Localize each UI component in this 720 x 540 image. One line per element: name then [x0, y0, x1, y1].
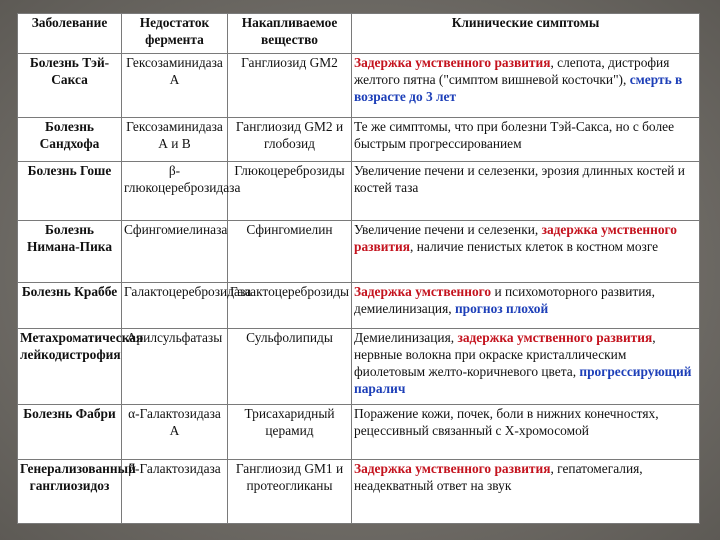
highlight-red: Задержка умственного — [354, 283, 492, 299]
table-row — [18, 282, 700, 328]
disease-cell: Болезнь Краббе — [18, 282, 122, 328]
symptom-text: Увеличение печени и селезенки, эрозия длинных костей и костей таза — [354, 162, 685, 195]
header-enzyme: Недостаток фермента — [122, 14, 228, 54]
highlight-blue: смерть в возрасте до 3 лет — [354, 72, 683, 104]
substance-cell: Галактоцереброзиды — [228, 282, 352, 328]
symptoms-cell — [352, 117, 700, 161]
highlight-red: задержка умственного развития — [457, 330, 653, 346]
substance-cell: Сфингомиелин — [228, 221, 352, 283]
enzyme-cell: Сфингомиелиназа — [122, 221, 228, 283]
symptom-text: , слепота, дистрофия желтого пятна ("симптом вишневой косточки"), — [354, 55, 670, 87]
header-symptoms: Клинические симптомы — [352, 14, 700, 54]
enzyme-cell: β-Галактозидаза — [122, 460, 228, 524]
enzyme-cell: Арилсульфатазы — [122, 329, 228, 405]
symptom-text: , нервные волокна при окраске кристаллическим фиолетовым желто-коричневого цвета, — [354, 330, 656, 380]
symptoms-cell — [352, 460, 700, 524]
table-row — [18, 405, 700, 460]
disease-cell: Болезнь Нимана-Пика — [18, 221, 122, 283]
disease-cell: Метахроматическая лейкодистрофия — [18, 329, 122, 405]
symptoms-cell — [352, 329, 700, 405]
table-row — [18, 54, 700, 118]
symptoms-cell — [352, 54, 700, 118]
disease-cell: Болезнь Сандхофа — [18, 117, 122, 161]
highlight-red: Задержка умственного развития — [354, 55, 551, 70]
symptom-text: и психомоторного развития, демиелинизация, — [354, 283, 655, 316]
disease-cell: Болезнь Тэй-Сакса — [18, 54, 122, 118]
table-row — [18, 460, 700, 524]
enzyme-cell: Гексозаминидаза А — [122, 54, 228, 118]
highlight-red: задержка умственного развития — [354, 222, 677, 255]
table-header-row — [18, 14, 700, 54]
substance-cell: Ганглиозид GM2 — [228, 54, 352, 118]
lysosomal-diseases-table — [17, 13, 700, 524]
substance-cell: Ганглиозид GM1 и протеогликаны — [228, 460, 352, 524]
enzyme-cell: Галактоцереброзидаза — [122, 282, 228, 328]
substance-cell: Ганглиозид GM2 и глобозид — [228, 117, 352, 161]
symptom-text: , наличие пенистых клеток в костном мозге — [410, 239, 659, 255]
enzyme-cell: Гексозаминидаза А и В — [122, 117, 228, 161]
disease-cell: Генерализованный ганглиозидоз — [18, 460, 122, 524]
substance-cell: Сульфолипиды — [228, 329, 352, 405]
header-disease: Заболевание — [18, 14, 122, 54]
substance-cell: Трисахаридный церамид — [228, 405, 352, 460]
table-row — [18, 329, 700, 405]
symptom-text: Демиелинизация, — [354, 330, 458, 346]
disease-cell: Болезнь Гоше — [18, 161, 122, 220]
symptom-text: , гепатомегалия, неадекватный ответ на звук — [354, 461, 643, 494]
symptom-text: Те же симптомы, что при болезни Тэй-Сакса, но с более быстрым прогрессированием — [354, 118, 675, 151]
enzyme-cell: α-Галактозидаза А — [122, 405, 228, 460]
table-row — [18, 161, 700, 220]
substance-cell: Глюкоцереброзиды — [228, 161, 352, 220]
symptom-text: Поражение кожи, почек, боли в нижних конечностях, рецессивный связанный с Х-хромосомой — [354, 406, 659, 439]
highlight-red: Задержка умственного развития — [354, 461, 551, 477]
symptom-text: Увеличение печени и селезенки, — [354, 222, 542, 238]
enzyme-cell: β-глюкоцереброзидаза — [122, 161, 228, 220]
highlight-blue: прогноз плохой — [454, 300, 549, 316]
symptoms-cell — [352, 161, 700, 220]
header-substance: Накапливаемое вещество — [228, 14, 352, 54]
symptoms-cell — [352, 405, 700, 460]
symptoms-cell — [352, 282, 700, 328]
table-row — [18, 221, 700, 283]
table-row — [18, 117, 700, 161]
highlight-blue: прогрессирующий паралич — [354, 364, 692, 397]
symptoms-cell — [352, 221, 700, 283]
disease-cell: Болезнь Фабри — [18, 405, 122, 460]
